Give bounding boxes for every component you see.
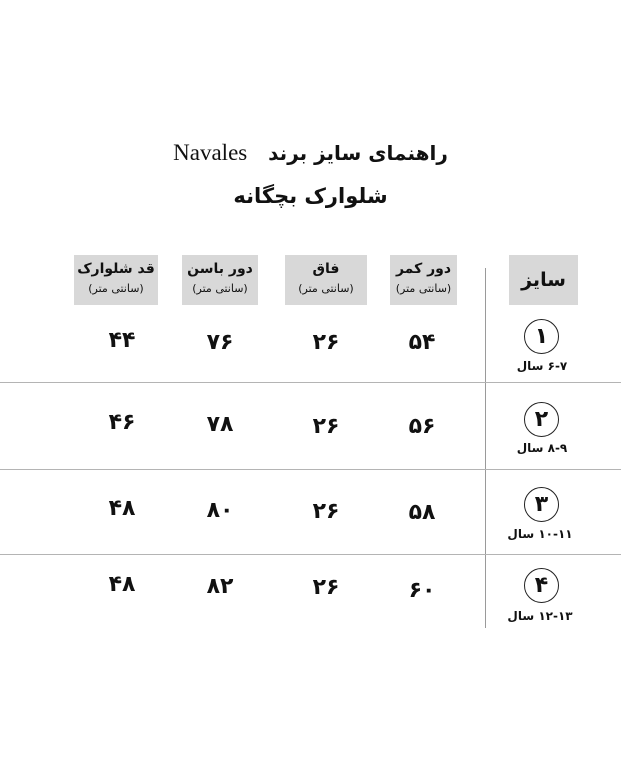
rise-header-label: فاق bbox=[312, 261, 340, 277]
length-value: ۴۶ bbox=[108, 410, 136, 435]
hip-value: ۸۰ bbox=[206, 498, 234, 523]
rise-value: ۲۶ bbox=[312, 499, 340, 524]
rise-header-unit: (سانتی متر) bbox=[298, 282, 354, 295]
page-title bbox=[0, 140, 621, 166]
length-value: ۴۸ bbox=[108, 572, 136, 597]
size-column-header: سایز bbox=[509, 255, 578, 305]
row-divider bbox=[0, 382, 621, 383]
size-badge: ۱ bbox=[524, 319, 559, 354]
length-header-label: قد شلوارک bbox=[77, 261, 155, 277]
length-header-unit: (سانتی متر) bbox=[88, 282, 144, 295]
rise-value: ۲۶ bbox=[312, 330, 340, 355]
hip-value: ۸۲ bbox=[206, 574, 234, 599]
waist-header-label: دور کمر bbox=[395, 261, 452, 277]
hip-header-unit: (سانتی متر) bbox=[192, 282, 248, 295]
title-text: راهنمای سایز برند bbox=[268, 141, 448, 165]
page-subtitle: شلوارک بچگانه bbox=[233, 184, 388, 208]
waist-value: ۵۶ bbox=[408, 414, 436, 439]
age-range: ۱۰-۱۱ سال bbox=[507, 527, 573, 541]
column-divider bbox=[485, 268, 486, 628]
waist-value: ۵۴ bbox=[408, 330, 436, 355]
rise-value: ۲۶ bbox=[312, 575, 340, 600]
age-range: ۶-۷ سال bbox=[516, 359, 568, 373]
length-column-header bbox=[74, 255, 158, 305]
hip-value: ۷۸ bbox=[206, 412, 234, 437]
hip-value: ۷۶ bbox=[206, 330, 234, 355]
waist-column-header bbox=[390, 255, 457, 305]
age-range: ۸-۹ سال bbox=[516, 441, 568, 455]
size-badge: ۴ bbox=[524, 568, 559, 603]
waist-value: ۶۰ bbox=[408, 578, 436, 603]
hip-column-header bbox=[182, 255, 258, 305]
row-divider bbox=[0, 469, 621, 470]
brand-name: Navales bbox=[173, 140, 248, 165]
rise-value: ۲۶ bbox=[312, 414, 340, 439]
length-value: ۴۴ bbox=[108, 328, 136, 353]
waist-header-unit: (سانتی متر) bbox=[395, 282, 452, 295]
hip-header-label: دور باسن bbox=[187, 261, 253, 277]
size-badge: ۳ bbox=[524, 487, 559, 522]
size-badge: ۲ bbox=[524, 402, 559, 437]
row-divider bbox=[0, 554, 621, 555]
length-value: ۴۸ bbox=[108, 496, 136, 521]
age-range: ۱۲-۱۳ سال bbox=[507, 609, 573, 623]
rise-column-header bbox=[285, 255, 367, 305]
waist-value: ۵۸ bbox=[408, 500, 436, 525]
